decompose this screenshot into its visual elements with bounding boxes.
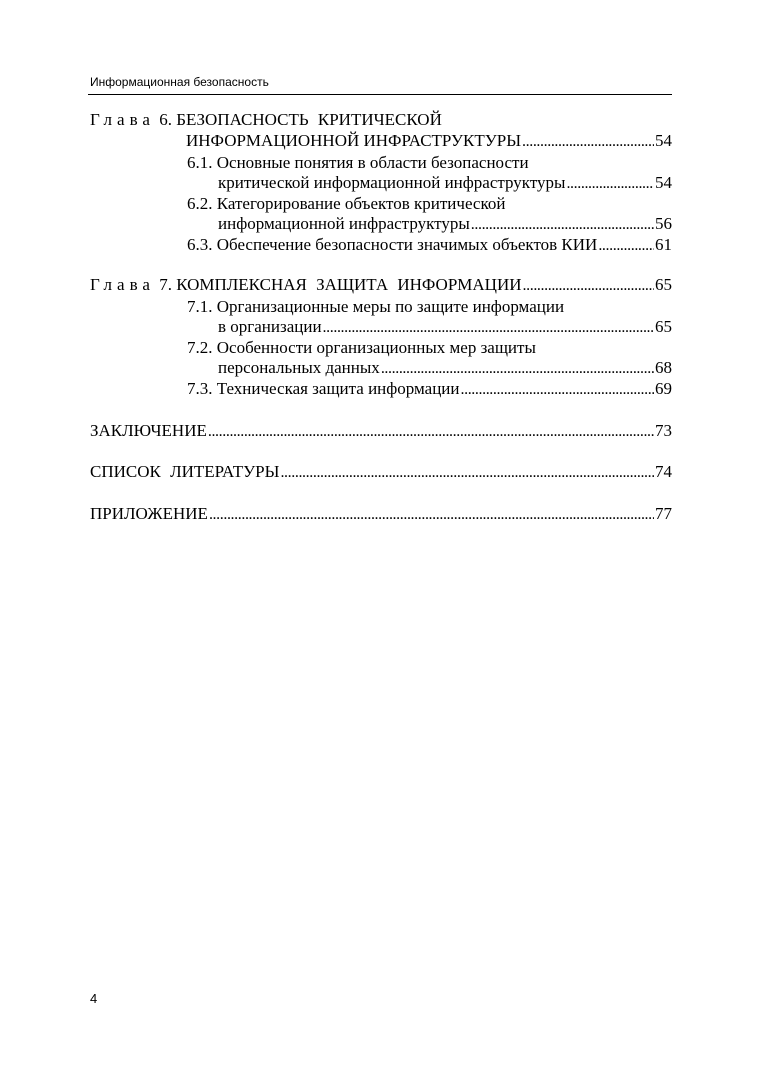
section-6-3-title: 6.3. Обеспечение безопасности значимых объектов КИИ <box>187 235 598 254</box>
toc-section-6-1[interactable] <box>187 153 529 173</box>
toc-section-7-1-cont[interactable] <box>218 317 672 338</box>
conclusion-page: 73 <box>655 421 672 440</box>
section-7-1-page: 65 <box>655 317 672 336</box>
chapter6-number: 6. <box>154 110 177 129</box>
section-7-1-cont: в организации <box>218 317 322 336</box>
section-6-1-page: 54 <box>655 173 672 192</box>
toc-section-7-2-cont[interactable] <box>218 358 672 379</box>
section-7-2-page: 68 <box>655 358 672 377</box>
dot-leader <box>323 318 654 338</box>
chapter7-title: КОМПЛЕКСНАЯ ЗАЩИТА ИНФОРМАЦИИ <box>176 275 522 294</box>
dot-leader <box>523 276 654 296</box>
running-head: Информационная безопасность <box>90 75 269 89</box>
section-6-3-page: 61 <box>655 235 672 254</box>
toc-chapter7-heading[interactable] <box>90 275 672 296</box>
section-6-2-title: 6.2. Категорирование объектов критической <box>187 194 506 213</box>
section-7-2-title: 7.2. Особенности организационных мер защиты <box>187 338 536 357</box>
toc-section-6-3[interactable] <box>187 235 672 256</box>
chapter6-prefix: Глава <box>90 110 155 129</box>
section-7-3-title: 7.3. Техническая защита информации <box>187 379 460 398</box>
dot-leader <box>598 236 654 256</box>
chapter6-title-line2: ИНФОРМАЦИОННОЙ ИНФРАСТРУКТУРЫ <box>186 131 522 150</box>
chapter7-number: 7. <box>154 275 177 294</box>
dot-leader <box>522 132 654 152</box>
references-title: СПИСОК ЛИТЕРАТУРЫ <box>90 462 280 481</box>
toc-chapter6-heading[interactable] <box>90 110 442 130</box>
section-7-2-cont: персональных данных <box>218 358 380 377</box>
dot-leader <box>461 380 655 400</box>
toc-appendix[interactable] <box>90 504 672 525</box>
references-page: 74 <box>655 462 672 481</box>
toc-section-6-1-cont[interactable] <box>218 173 672 194</box>
appendix-title: ПРИЛОЖЕНИЕ <box>90 504 208 523</box>
dot-leader <box>209 505 654 525</box>
dot-leader <box>280 463 654 483</box>
toc-conclusion[interactable] <box>90 421 672 442</box>
dot-leader <box>566 174 654 194</box>
section-6-1-title: 6.1. Основные понятия в области безопасности <box>187 153 529 172</box>
section-7-1-title: 7.1. Организационные меры по защите информации <box>187 297 565 316</box>
conclusion-title: ЗАКЛЮЧЕНИЕ <box>90 421 207 440</box>
toc-section-7-2[interactable] <box>187 338 536 358</box>
toc-chapter6-line2[interactable] <box>186 131 672 152</box>
chapter6-page: 54 <box>655 131 672 150</box>
toc-section-7-3[interactable] <box>187 379 672 400</box>
chapter7-prefix: Глава <box>90 275 155 294</box>
section-6-1-cont: критической информационной инфраструктуры <box>218 173 566 192</box>
toc-section-6-2[interactable] <box>187 194 505 214</box>
dot-leader <box>381 359 654 379</box>
appendix-page: 77 <box>655 504 672 523</box>
section-7-3-page: 69 <box>655 379 672 398</box>
chapter7-page: 65 <box>655 275 672 294</box>
toc-section-7-1[interactable] <box>187 297 564 317</box>
toc-references[interactable] <box>90 462 672 483</box>
page-number: 4 <box>90 991 98 1006</box>
header-rule <box>88 94 672 95</box>
dot-leader <box>208 422 654 442</box>
section-6-2-cont: информационной инфраструктуры <box>218 214 470 233</box>
section-6-2-page: 56 <box>655 214 672 233</box>
chapter6-title-line1: БЕЗОПАСНОСТЬ КРИТИЧЕСКОЙ <box>176 110 442 129</box>
toc-section-6-2-cont[interactable] <box>218 214 672 235</box>
dot-leader <box>471 215 654 235</box>
